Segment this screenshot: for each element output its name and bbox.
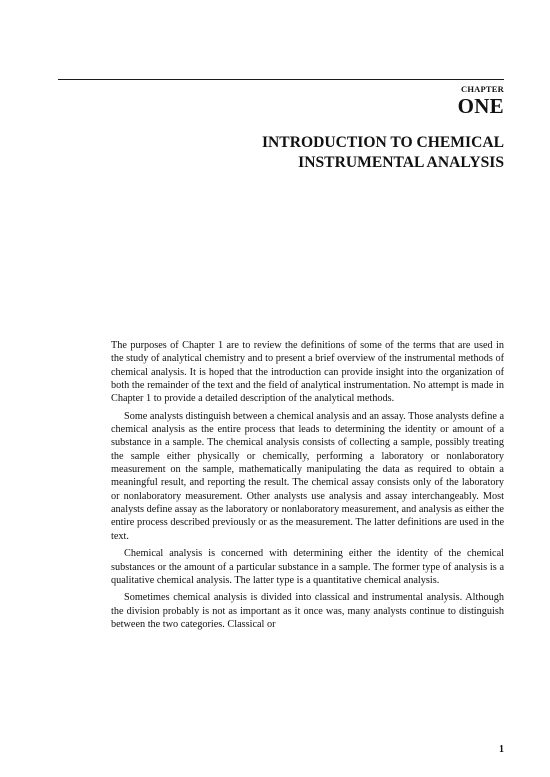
paragraph-1: The purposes of Chapter 1 are to review the definitions of some of the terms that are used in the study of analytical chemistry and to present a brief overview of the instrumental methods of chemical analysis. It is hoped that the introduction can provide insight into the organization of both the remainder of the text and the field of analytical instrumentation. No attempt is made in Chapter 1 to provide a detailed description of the analytical methods.: [111, 340, 504, 405]
body-text: [111, 339, 504, 631]
chapter-title: [184, 133, 504, 172]
chapter-title-line-2: INSTRUMENTAL ANALYSIS: [298, 153, 504, 171]
paragraph-4: Sometimes chemical analysis is divided into classical and instrumental analysis. Although the division probably is not as important as it once was, many analysts continue to distinguish between the two categories. Classical or: [111, 592, 504, 630]
chapter-label: CHAPTER: [461, 84, 504, 94]
paragraph-3: Chemical analysis is concerned with determining either the identity of the chemical substances or the amount of a particular substance in a sample. The former type of analysis is a qualitative chemical analysis. The latter type is a quantitative chemical analysis.: [111, 548, 504, 586]
paragraph-2: Some analysts distinguish between a chemical analysis and an assay. Those analysts define a chemical analysis as the entire process that leads to determining the identity or amount of a substance in a sample. The chemical analysis consists of collecting a sample, possibly treating the sample either physically or chemically, performing a laboratory or nonlaboratory measurement on the sample, mathematically manipulating the data as required to obtain a meaningful result, and reporting the result. The chemical assay consists only of the laboratory or nonlaboratory measurement. Other analysts use analysis and assay interchangeably. Most analysts define assay as the laboratory or nonlaboratory measurement, and analysis as either the entire process described previously or as the measurement. The latter definitions are used in the text.: [111, 410, 505, 542]
chapter-number: ONE: [457, 94, 504, 118]
chapter-title-line-1: INTRODUCTION TO CHEMICAL: [261, 134, 504, 151]
page-number: 1: [499, 744, 504, 755]
chapter-header-rule: [58, 79, 504, 80]
